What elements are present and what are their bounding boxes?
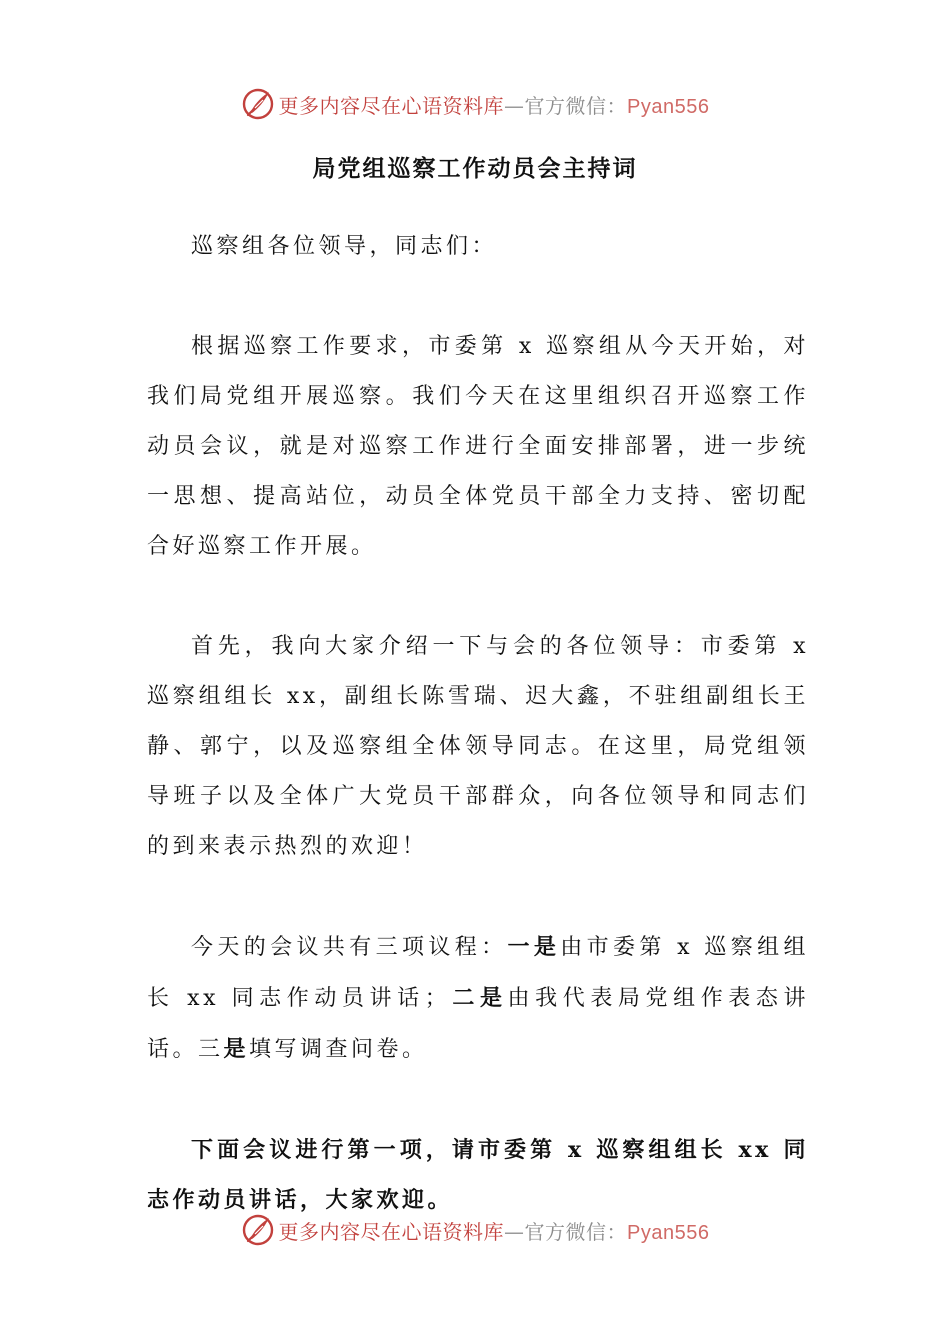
banner-text [279,1216,710,1245]
banner-account-label: 官方微信： [524,1219,628,1244]
quill-logo-icon [241,1213,275,1247]
banner-site-text: 更多内容尽在心语资料库 [278,1219,505,1244]
agenda-item-3-text: 填写调查问卷。 [249,1037,428,1062]
agenda-intro: 今天的会议共有三项议程： [191,935,508,960]
banner-dash: — [504,1219,525,1244]
agenda-item-1-label: 一是 [507,934,561,960]
agenda-item-3-label: 是 [223,1036,250,1062]
quill-logo-icon [241,87,275,121]
paragraph-1: 根据巡察工作要求，市委第 x 巡察组从今天开始，对我们局党组开展巡察。我们今天在这里组织召开巡察工作动员会议，就是对巡察工作进行全面安排部署，进一步统一思想、提高站位，动员全体党员干部全力支持、密切配合好巡察工作开展。 [147,334,809,559]
banner-text [279,90,710,119]
agenda-item-2-label: 二是 [450,985,508,1011]
paragraph-2: 首先，我向大家介绍一下与会的各位领导：市委第 x 巡察组组长 xx，副组长陈雪瑞、迟大鑫，不驻组副组长王静、郭宁，以及巡察组全体领导同志。在这里，局党组领导班子以及全体广大党员干部群众，向各位领导和同志们的到来表示热烈的欢迎！ [147,634,809,859]
document-body [147,222,809,1225]
agenda-item-2-text: 由我代表局党组作表态讲话。三 [147,986,809,1062]
salutation: 巡察组各位领导，同志们： [191,234,498,259]
paragraph-3 [147,922,809,1075]
footer-banner [0,1208,950,1252]
banner-account-id: Pyan556 [627,1221,710,1244]
banner-dash: — [504,93,525,118]
header-banner [0,82,950,126]
banner-account-label: 官方微信： [524,93,628,118]
agenda-item-1-text: 由市委第 x 巡察组组长 xx 同志作动员讲话； [147,935,809,1011]
banner-account-id: Pyan556 [627,95,710,118]
document-title: 局党组巡察工作动员会主持词 [312,155,638,182]
closing-paragraph: 下面会议进行第一项，请市委第 x 巡察组组长 xx 同志作动员讲话，大家欢迎。 [147,1137,809,1213]
banner-site-text: 更多内容尽在心语资料库 [278,93,505,118]
